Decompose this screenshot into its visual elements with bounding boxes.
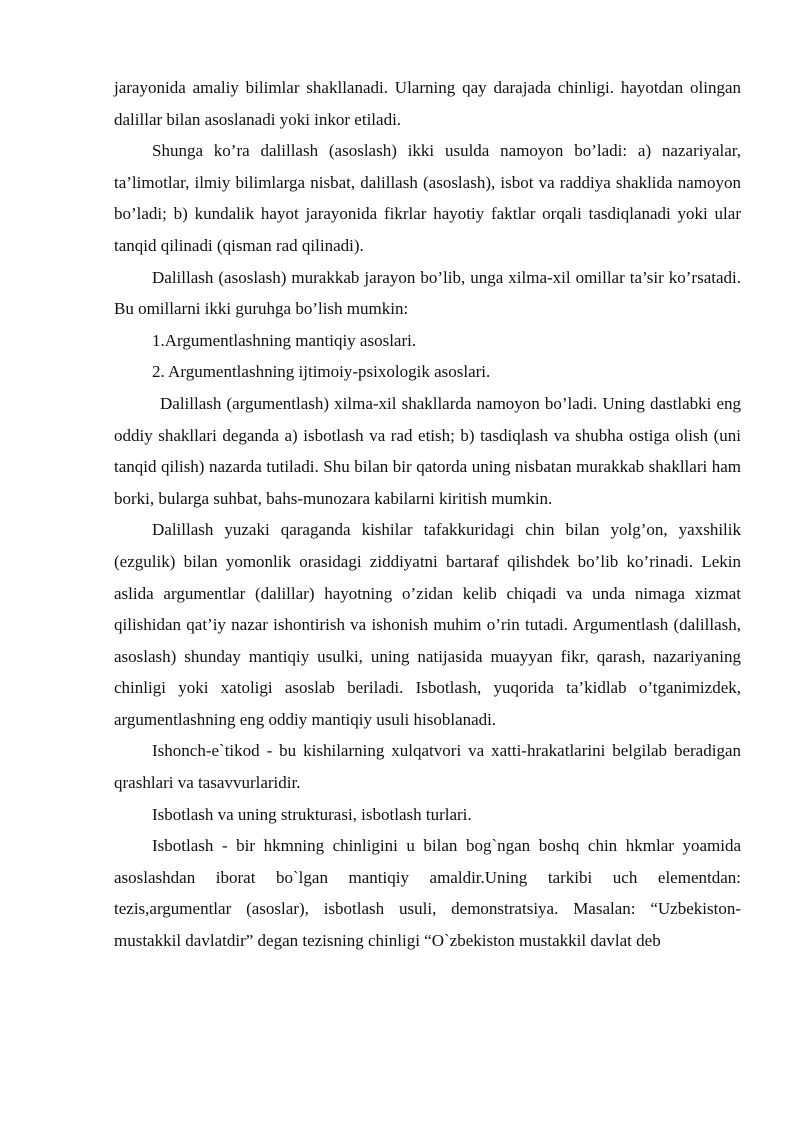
paragraph-proof-factors: Dalillash (asoslash) murakkab jarayon bo’lib, unga xilma-xil omillar ta’sir ko’rsatadi. Bu omillarni ikki guruhga bo’lish mumkin:: [114, 267, 741, 319]
paragraph-argumentation-essence: Dalillash yuzaki qaraganda kishilar tafakkuridagi chin bilan yolg’on, yaxshilik (ezgulik) bilan yomonlik orasidagi ziddiyatni bartaraf qilishdek bo’lib ko’rinadi. Lekin aslida argumentlar (dalillar) hayotning o’zidan kelib chiqadi va unda nimaga xizmat qilishidan qat’iy nazar ishontirish va ishonish muhim o’rin tutadi. Argumentlash (dalillash, asoslash) shunday mantiqiy usulki, uning natijasida muayyan fikr, qarash, nazariyaning chinligi yoki xatoligi asoslab beriladi. Isbotlash, yuqorida ta’kidlab o’tganimizdek, argumentlashning eng oddiy mantiqiy usuli hisoblanadi.: [114, 520, 741, 729]
paragraph-continuation: jarayonida amaliy bilimlar shakllanadi. Ularning qay darajada chinligi. hayotdan olingan dalillar bilan asoslanadi yoki inkor etiladi.: [114, 78, 741, 129]
paragraph-proof-forms: Shunga ko’ra dalillash (asoslash) ikki usulda namoyon bo’ladi: a) nazariyalar, ta’limotlar, ilmiy bilimlarga nisbat, dalillash (asoslash), isbot va raddiya shaklida namoyon bo’ladi; b) kundalik hayot jarayonida fikrlar hayotiy faktlar orqali tasdiqlanadi yoki ular tanqid qilinadi (qisman rad qilinadi).: [114, 141, 741, 255]
paragraph-belief-definition: Ishonch-e`tikod - bu kishilarning xulqatvori va xatti-hrakatlarini belgilab beradigan qrashlari va tasavvurlaridir.: [114, 741, 741, 793]
list-item-logical-bases: 1.Argumentlashning mantiqiy asoslari.: [152, 330, 417, 350]
section-heading-proof-structure: Isbotlash va uning strukturasi, isbotlash turlari.: [152, 804, 472, 824]
paragraph-proof-definition: Isbotlash - bir hkmning chinligini u bilan bog`ngan boshq chin hkmlar yoamida asoslashdan iborat bo`lgan mantiqiy amaldir.Uning tarkibi uch elementdan: tezis,argumentlar (asoslar), isbotlash usuli, demonstratsiya. Masalan: “Uzbekiston-mustakkil davlatdir” degan tezisning chinligi “O`zbekiston mustakkil davlat deb: [114, 836, 741, 951]
list-item-social-bases: 2. Argumentlashning ijtimoiy-psixologik asoslari.: [152, 362, 491, 382]
document-body: [114, 72, 741, 957]
paragraph-argumentation-forms: Dalillash (argumentlash) xilma-xil shakllarda namoyon bo’ladi. Uning dastlabki eng oddiy shakllari deganda a) isbotlash va rad etish; b) tasdiqlash va shubha ostiga olish (uni tanqid qilish) nazarda tutiladi. Shu bilan bir qatorda uning nisbatan murakkab shakllari ham borki, bularga suhbat, bahs-munozara kabilarni kiritish mumkin.: [114, 393, 741, 508]
